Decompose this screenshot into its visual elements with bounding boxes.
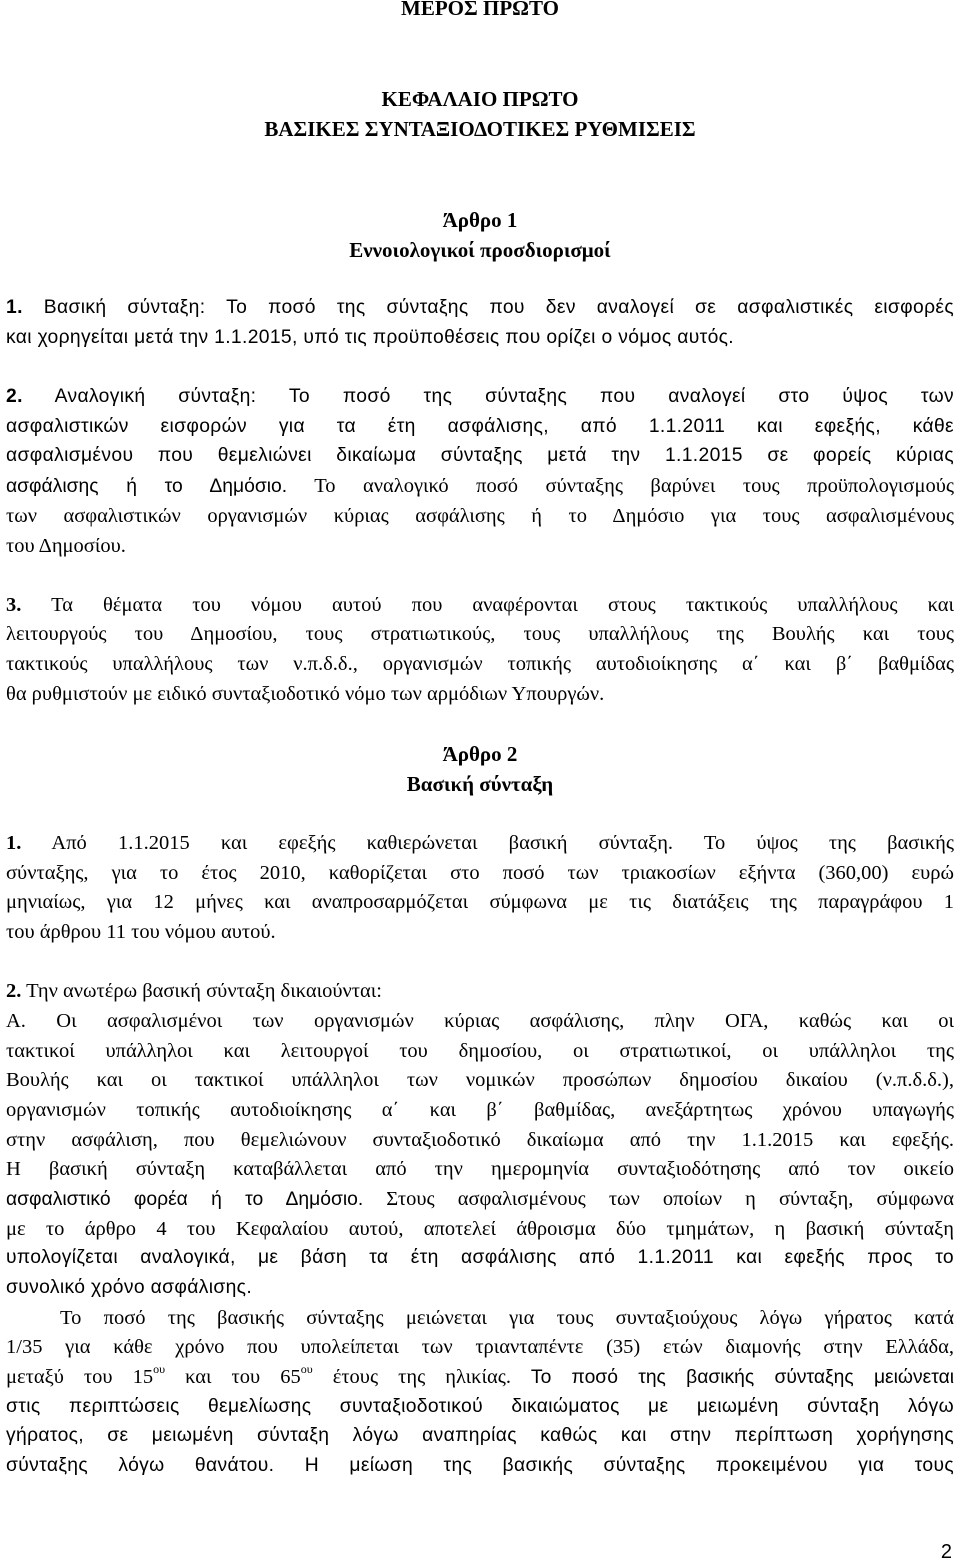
a1-p2-line-5: των ασφαλιστικών οργανισμών κύριας ασφάλισης ή το Δημόσιο για τους ασφαλισμένους [6, 505, 954, 527]
reduction-line-6: σύνταξης λόγω θανάτου. Η μείωση της βασικής σύνταξης προκειμένου για τους [6, 1455, 954, 1476]
chapter-title: ΚΕΦΑΛΑΙΟ ΠΡΩΤΟ [381, 87, 579, 111]
a2-p2-intro: 2. Την ανωτέρω βασική σύνταξη δικαιούνται: [6, 980, 382, 1002]
a1-p2-line-6: του Δημοσίου. [6, 535, 126, 557]
article-2-title: Βασική σύνταξη [406, 772, 554, 796]
a2-p1-line-1: 1. Από 1.1.2015 και εφεξής καθιερώνεται βασική σύνταξη. Το ύψος της βασικής [6, 832, 954, 854]
article-2-heading: Άρθρο 2 [442, 742, 518, 766]
article-1-heading: Άρθρο 1 [442, 208, 518, 232]
article-1-title: Εννοιολογικοί προσδιορισμοί [349, 238, 611, 262]
a2-p2-a-line-4: οργανισμών τοπικής αυτοδιοίκησης α΄ και β΄ βαθμίδας, ανεξάρτητως χρόνου υπαγωγής [6, 1099, 954, 1121]
reduction-line-4: στις περιπτώσεις θεμελίωσης συνταξιοδοτικού δικαιώματος με μειωμένη σύνταξη λόγω [6, 1396, 954, 1417]
a1-p2-line-1: 2. Αναλογική σύνταξη: Το ποσό της σύνταξης που αναλογεί στο ύψος των [6, 386, 954, 407]
a1-p3-line-2: λειτουργούς του Δημοσίου, τους στρατιωτικούς, τους υπαλλήλους της Βουλής και τους [6, 623, 954, 645]
a1-p2-line-2: ασφαλιστικών εισφορών για τα έτη ασφάλισης, από 1.1.2011 και εφεξής, κάθε [6, 416, 954, 437]
a2-p2-a-line-10: συνολικό χρόνο ασφάλισης. [6, 1277, 253, 1298]
reduction-line-3: μεταξύ του $15^{o\upsilon}$ και του $65^{o\upsilon}$ έτους της ηλικίας. Το ποσό της βασικής σύνταξης μειώνεται [6, 1362, 955, 1388]
a2-p1-line-3: μηνιαίως, για 12 μήνες και αναπροσαρμόζεται σύμφωνα με τις διατάξεις της παραγράφου 1 [6, 891, 954, 913]
a1-p1-line-2: και χορηγείται μετά την 1.1.2015, υπό τις προϋποθέσεις που ορίζει ο νόμος αυτός. [6, 327, 735, 348]
a2-p2-a-line-2: τακτικοί υπάλληλοι και λειτουργοί του δημοσίου, οι στρατιωτικοί, οι υπάλληλοι της [6, 1040, 954, 1062]
a2-p2-a-line-8: με το άρθρο 4 του Κεφαλαίου αυτού, αποτελεί άθροισμα δύο τμημάτων, η βασική σύνταξη [6, 1218, 954, 1240]
reduction-line-1: Το ποσό της βασικής σύνταξης μειώνεται για τους συνταξιούχους λόγω γήρατος κατά [60, 1307, 954, 1329]
chapter-subtitle: ΒΑΣΙΚΕΣ ΣΥΝΤΑΞΙΟΔΟΤΙΚΕΣ ΡΥΘΜΙΣΕΙΣ [264, 117, 696, 141]
reduction-line-2: 1/35 για κάθε χρόνο που υπολείπεται των τριανταπέντε (35) ετών διαμονής στην Ελλάδα, [6, 1336, 954, 1358]
a1-p1-line-1: 1. Βασική σύνταξη: Το ποσό της σύνταξης που δεν αναλογεί σε ασφαλιστικές εισφορές [6, 297, 954, 318]
part-title: ΜΕΡΟΣ ΠΡΩΤΟ [401, 0, 559, 20]
a1-p2-line-4: ασφάλισης ή το Δημόσιο. Το αναλογικό ποσό σύνταξης βαρύνει τους προϋπολογισμούς [6, 475, 954, 497]
a2-p1-line-2: σύνταξης, για το έτος 2010, καθορίζεται στο ποσό των τριακοσίων εξήντα (360,00) ευρώ [6, 862, 954, 884]
a2-p2-a-line-7: ασφαλιστικό φορέα ή το Δημόσιο. Στους ασφαλισμένους των οποίων η σύνταξη, σύμφωνα [6, 1188, 954, 1210]
a1-p2-line-3: ασφαλισμένου που θεμελιώνει δικαίωμα σύνταξης μετά την 1.1.2015 σε φορείς κύριας [6, 445, 954, 466]
a2-p1-line-4: του άρθρου 11 του νόμου αυτού. [6, 921, 276, 943]
page-number: 2 [940, 1541, 952, 1563]
a1-p3-line-1: 3. Τα θέματα του νόμου αυτού που αναφέρονται στους τακτικούς υπαλλήλους και [6, 594, 954, 616]
reduction-line-5: γήρατος, σε μειωμένη σύνταξη λόγω αναπηρίας καθώς και στην περίπτωση χορήγησης [6, 1425, 954, 1446]
a2-p2-a-line-5: στην ασφάλιση, που θεμελιώνουν συνταξιοδοτικό δικαίωμα από την 1.1.2015 και εφεξής. [6, 1129, 954, 1151]
a1-p3-line-4: θα ρυθμιστούν με ειδικό συνταξιοδοτικό νόμο των αρμόδιων Υπουργών. [6, 683, 605, 705]
a2-p2-a-line-6: Η βασική σύνταξη καταβάλλεται από την ημερομηνία συνταξιοδότησης από τον οικείο [6, 1158, 954, 1180]
a2-p2-a-line-1: Α. Οι ασφαλισμένοι των οργανισμών κύριας ασφάλισης, πλην ΟΓΑ, καθώς και οι [6, 1010, 954, 1032]
a1-p3-line-3: τακτικούς υπαλλήλους των ν.π.δ.δ., οργανισμών τοπικής αυτοδιοίκησης α΄ και β΄ βαθμίδας [6, 653, 954, 675]
a2-p2-a-line-9: υπολογίζεται αναλογικά, με βάση τα έτη ασφάλισης από 1.1.2011 και εφεξής προς το [6, 1247, 954, 1268]
a2-p2-a-line-3: Βουλής και οι τακτικοί υπάλληλοι των νομικών προσώπων δημοσίου δικαίου (ν.π.δ.δ.), [6, 1069, 954, 1091]
